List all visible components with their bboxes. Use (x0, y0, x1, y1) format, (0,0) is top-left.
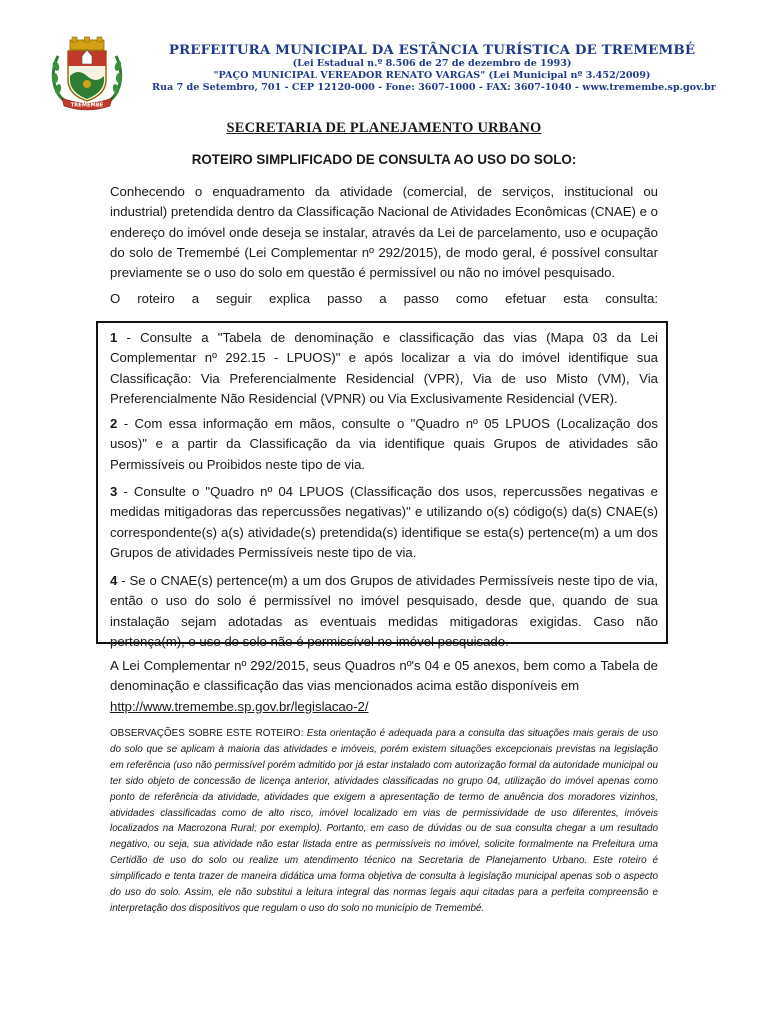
step-text: - Consulte o "Quadro nº 04 LPUOS (Classificação dos usos, repercussões negativas e medidas mitigadoras das repercussões negativas)" e utilizando o(s) código(s) da(s) CNAE(s) correspondente(s) a(s) atividade(s) pretendida(s) identifique se esta(s) pertence(m) a um dos Grupos de atividades Permissíveis neste tipo de via. (110, 484, 658, 560)
secretaria-heading: SECRETARIA DE PLANEJAMENTO URBANO (226, 120, 542, 136)
closing-paragraph (110, 656, 658, 717)
paco-municipal-line: "PAÇO MUNICIPAL VEREADOR RENATO VARGAS" (Lei Municipal nº 3.452/2009) (213, 70, 651, 81)
step-3 (110, 482, 658, 563)
step-number: 4 (110, 573, 118, 588)
step-text: - Se o CNAE(s) pertence(m) a um dos Grupos de atividades Permissíveis neste tipo de via, então o uso do solo é permissível no imóvel pesquisado, desde que, quando de sua instalação sejam adotadas as eventuais medidas mitigadoras exigidas. Caso não pertença(m), o uso do solo não é permissível no imóvel pesquisado. (110, 573, 658, 649)
address-line: Rua 7 de Setembro, 701 - CEP 12120-000 - Fone: 3607-1000 - FAX: 3607-1040 - www.tremembe.sp.gov.br (152, 82, 716, 93)
step-1 (110, 328, 658, 409)
observacoes-body: Esta orientação é adequada para a consulta das situações mais gerais de uso do solo que se aplicam à maioria das atividades e imóveis, porém existem situações excepcionais previstas na legislação em referência (uso não permissível porém admitido por já estar instalado com autorização formal da autoridade municipal ou ter sido objeto de concessão de licença anterior, atividades classificadas no grupo 04, utilização do imóvel apenas como ponto de referência da atividade, atividades que exigem a apresentação de termo de anuência dos moradores vizinhos, atividades classificadas como de alto risco, imóvel localizado em vias de permissividade de uso diferentes, imóveis localizados na Macrozona Rural; por exemplo). Portanto, em caso de dúvidas ou de sua consulta chegar a um resultado negativo, ou seja, sua atividade não estar listada entre as permissíveis no imóvel, solicite formalmente na Prefeitura uma Certidão de uso do solo ou realize um atendimento técnico na Secretaria de Planejamento Urbano. Este roteiro é simplificado e tenta trazer de maneira didática uma forma objetiva de consulta à legislação municipal apenas sob o aspecto do uso do solo. Assim, ele não substitui a leitura integral das normas legais aqui citadas para a perfeita compreensão e interpretação dos dispositivos que regulam o uso do solo no município de Tremembé. (110, 728, 658, 914)
observacoes-label: OBSERVAÇÕES SOBRE ESTE ROTEIRO: (110, 728, 307, 739)
step-2 (110, 414, 658, 475)
closing-text: A Lei Complementar nº 292/2015, seus Quadros nº's 04 e 05 anexos, bem como a Tabela de denominação e classificação das vias mencionados acima estão disponíveis em (110, 658, 658, 694)
step-number: 1 (110, 330, 118, 345)
step-text: - Consulte a "Tabela de denominação e classificação das vias (Mapa 03 da Lei Complementar nº 292.15 - LPUOS)" e após localizar a via do imóvel identifique sua Classificação: Via Preferencialmente Residencial (VPR), Via de uso Misto (VM), Via Preferencialmente Não Residencial (VPNR) ou Via Exclusivamente Residencial (VER). (110, 330, 658, 406)
lei-estadual-line: (Lei Estadual n.º 8.506 de 27 de dezembro de 1993) (292, 58, 572, 69)
prefeitura-title: PREFEITURA MUNICIPAL DA ESTÂNCIA TURÍSTICA DE TREMEMBÉ (168, 42, 696, 58)
step-text: - Com essa informação em mãos, consulte o "Quadro nº 05 LPUOS (Localização dos usos)" e a partir da Classificação da via identifique quais Grupos de atividades são Permissíveis ou Proibidos neste tipo de via. (110, 416, 658, 472)
svg-text:TREMEMBÉ: TREMEMBÉ (70, 102, 104, 109)
step-4 (110, 571, 658, 652)
intro-paragraph: Conhecendo o enquadramento da atividade (comercial, de serviços, institucional ou industrial) pretendida dentro da Classificação Nacional de Atividades Econômicas (CNAE) e o endereço do imóvel onde deseja se instalar, através da Lei de parcelamento, uso e ocupação do solo de Tremembé (Lei Complementar nº 292/2015), de modo geral, é possível consultar previamente se o uso do solo em questão é permissível ou não no imóvel pesquisado. (110, 184, 658, 281)
municipal-crest-icon (48, 36, 126, 112)
roteiro-heading: ROTEIRO SIMPLIFICADO DE CONSULTA AO USO DO SOLO: (191, 152, 577, 167)
legislacao-link[interactable]: http://www.tremembe.sp.gov.br/legislacao-2/ (110, 698, 369, 714)
observacoes-note (110, 726, 658, 917)
letterhead (132, 42, 732, 94)
step-number: 3 (110, 484, 118, 499)
step-number: 2 (110, 416, 118, 431)
lead-paragraph: O roteiro a seguir explica passo a passo como efetuar esta consulta: (110, 291, 658, 306)
